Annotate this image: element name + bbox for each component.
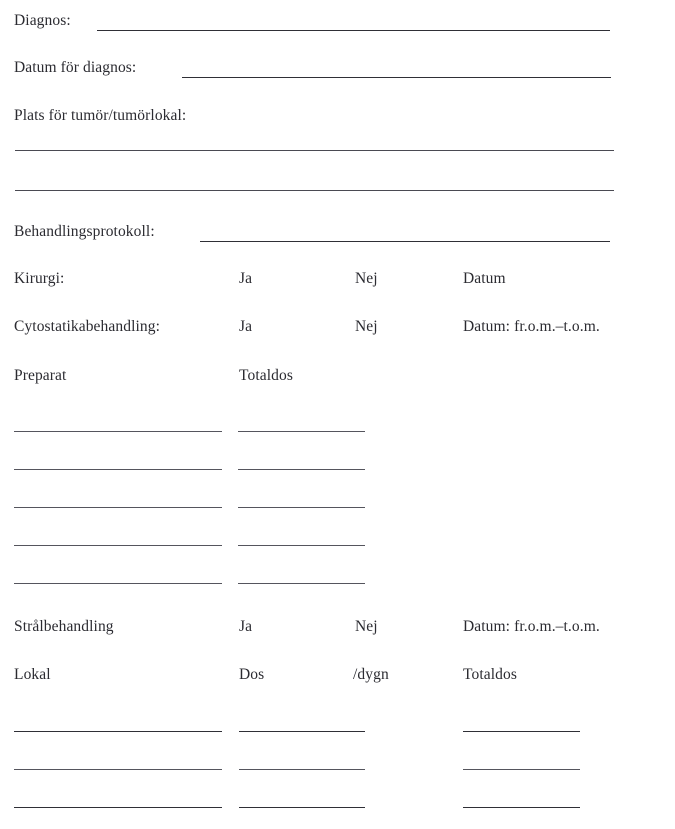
behandlingsprotokoll-fill-line[interactable] <box>200 241 610 242</box>
stral-row-line-lokal[interactable] <box>14 731 222 732</box>
plats-for-tumor-fill-line-1[interactable] <box>15 150 614 151</box>
preparat-row-line-preparat[interactable] <box>14 545 222 546</box>
cytostatika-option-nej[interactable]: Nej <box>355 318 378 335</box>
column-header-dos: Dos <box>239 666 265 683</box>
stral-row-line-lokal[interactable] <box>14 807 222 808</box>
field-plats-for-tumor <box>0 108 675 128</box>
kirurgi-option-nej[interactable]: Nej <box>355 270 378 287</box>
stral-row-line-dos[interactable] <box>239 769 365 770</box>
column-header-preparat: Preparat <box>14 367 67 384</box>
preparat-row-line-preparat[interactable] <box>14 431 222 432</box>
row-cytostatikabehandling <box>0 319 675 339</box>
cytostatika-label: Cytostatikabehandling: <box>14 318 160 335</box>
stralbehandling-option-nej[interactable]: Nej <box>355 618 378 635</box>
preparat-row-line-totaldos[interactable] <box>238 431 365 432</box>
row-stralbehandling <box>0 619 675 639</box>
stralbehandling-label: Strålbehandling <box>14 618 114 635</box>
column-header-totaldos: Totaldos <box>239 367 293 384</box>
column-header-dygn: /dygn <box>353 666 389 683</box>
field-diagnos <box>0 13 675 33</box>
plats-for-tumor-fill-line-2[interactable] <box>15 190 614 191</box>
stral-row-line-lokal[interactable] <box>14 769 222 770</box>
field-behandlingsprotokoll <box>0 224 675 244</box>
stral-row-line-totaldos[interactable] <box>463 731 580 732</box>
preparat-row-line-preparat[interactable] <box>14 507 222 508</box>
stral-row-line-dos[interactable] <box>239 807 365 808</box>
cytostatika-option-ja[interactable]: Ja <box>239 318 253 335</box>
preparat-row-line-preparat[interactable] <box>14 469 222 470</box>
column-header-stral-totaldos: Totaldos <box>463 666 517 683</box>
datum-for-diagnos-fill-line[interactable] <box>182 77 611 78</box>
cytostatika-datum-label: Datum: fr.o.m.–t.o.m. <box>463 318 600 335</box>
kirurgi-option-ja[interactable]: Ja <box>239 270 253 287</box>
datum-for-diagnos-label: Datum för diagnos: <box>14 59 137 76</box>
row-kirurgi <box>0 271 675 291</box>
stralbehandling-datum-label: Datum: fr.o.m.–t.o.m. <box>463 618 600 635</box>
stral-row-line-dos[interactable] <box>239 731 365 732</box>
preparat-row-line-totaldos[interactable] <box>238 545 365 546</box>
preparat-row-line-totaldos[interactable] <box>238 469 365 470</box>
preparat-table-header <box>0 368 675 388</box>
preparat-row-line-totaldos[interactable] <box>238 507 365 508</box>
field-datum-for-diagnos <box>0 60 675 80</box>
stral-table-header <box>0 667 675 687</box>
column-header-lokal: Lokal <box>14 666 51 683</box>
diagnos-fill-line[interactable] <box>97 30 610 31</box>
stral-row-line-totaldos[interactable] <box>463 769 580 770</box>
plats-for-tumor-label: Plats för tumör/tumörlokal: <box>14 107 187 124</box>
behandlingsprotokoll-label: Behandlingsprotokoll: <box>14 223 155 240</box>
stral-row-line-totaldos[interactable] <box>463 807 580 808</box>
preparat-row-line-totaldos[interactable] <box>238 583 365 584</box>
preparat-row-line-preparat[interactable] <box>14 583 222 584</box>
kirurgi-label: Kirurgi: <box>14 270 65 287</box>
diagnos-label: Diagnos: <box>14 12 71 29</box>
kirurgi-datum-label: Datum <box>463 270 506 287</box>
stralbehandling-option-ja[interactable]: Ja <box>239 618 253 635</box>
